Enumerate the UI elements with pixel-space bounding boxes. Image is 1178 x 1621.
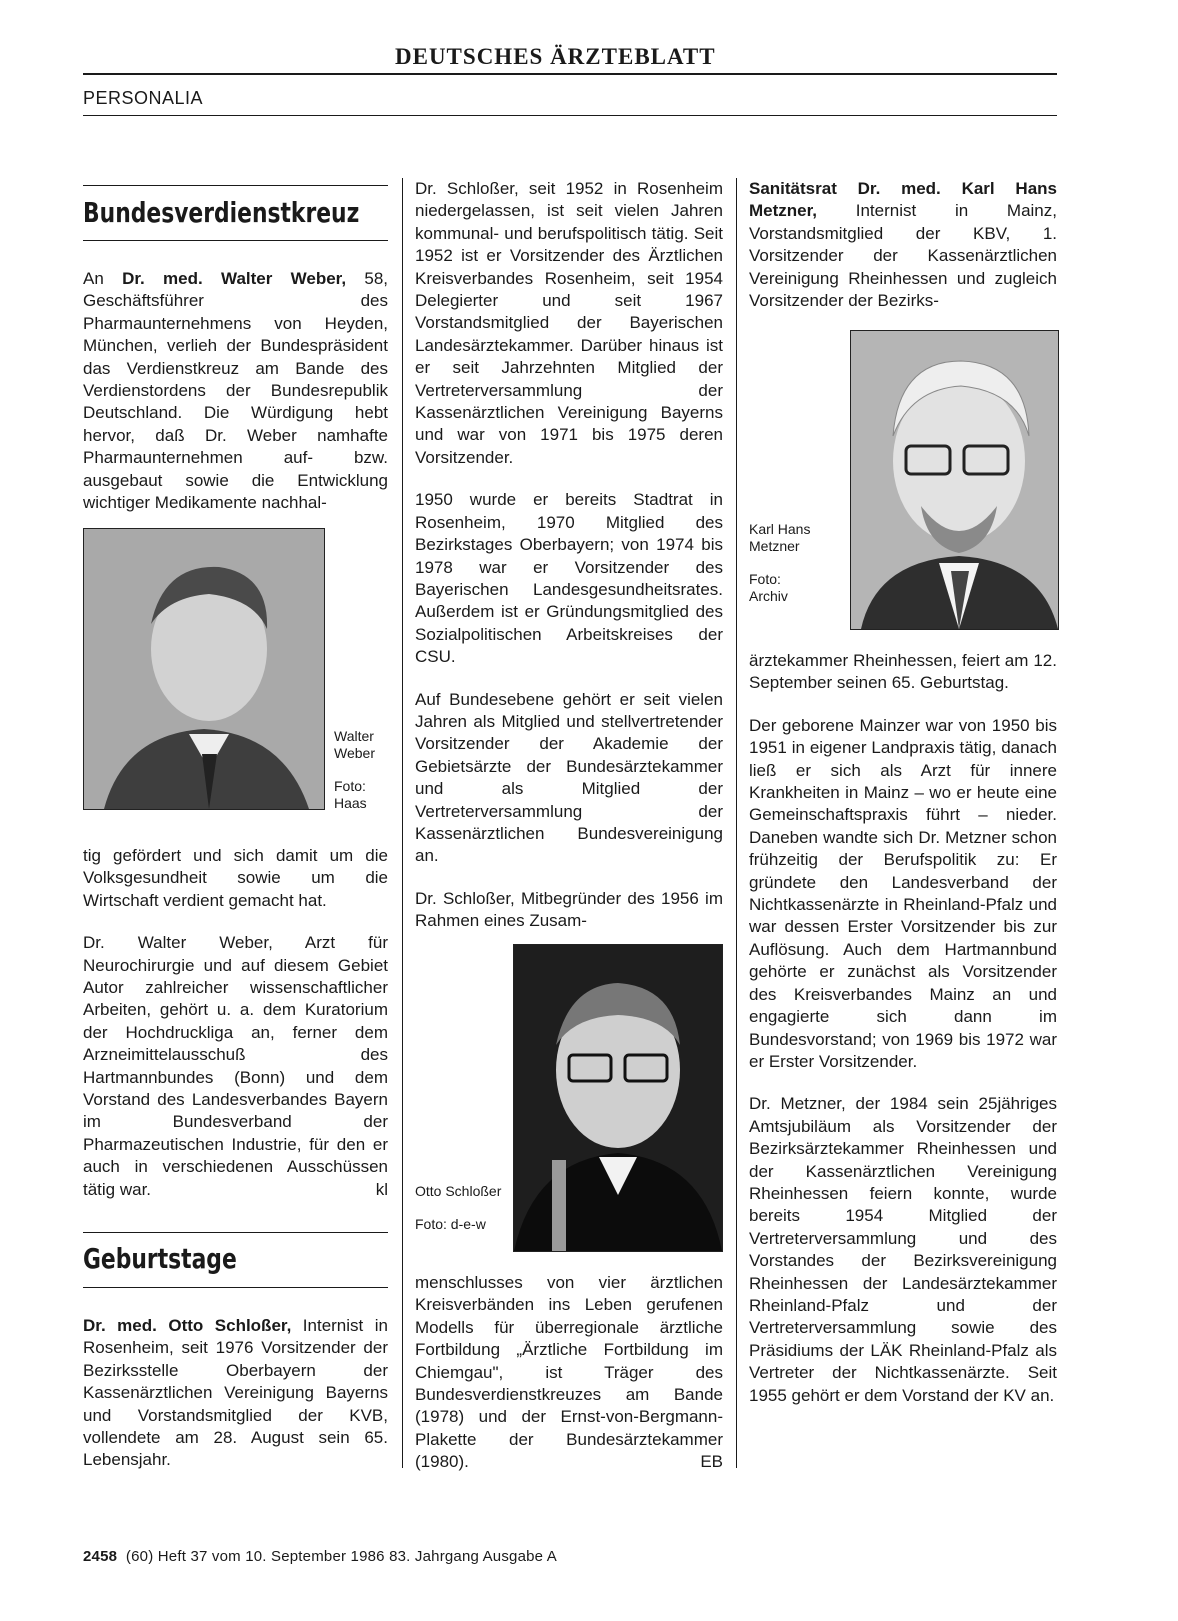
name-otto-schlosser: Dr. med. Otto Schloßer, [83,1316,292,1335]
signature-eb: EB [700,1452,723,1472]
caption-name: Karl Hans Metzner [749,521,811,554]
issue-details: (60) Heft 37 vom 10. September 1986 83. Jahrgang Ausgabe A [125,1548,557,1565]
col3-intro: Sanitätsrat Dr. med. Karl Hans Metzner, Internist in Mainz, Vorstandsmitglied der KBV, 1. Vorsitzender der Kassenärztlichen Vereinigung Rheinhessen und zugleich Vorsitzender der Bezirks- [749,179,1057,311]
photo-karl-hans-metzner [850,330,1059,630]
heading-geburtstage: Geburtstage [83,1242,237,1275]
caption-credit: Foto: Haas [334,778,367,811]
column-divider-1 [402,178,403,1468]
caption-karl-hans-metzner [749,521,819,605]
caption-credit: Foto: d-e-w [415,1216,486,1232]
masthead-rule [83,73,1057,75]
col3-body: ärztekammer Rheinhessen, feiert am 12. September seinen 65. Geburtstag. Der geborene Mainzer war von 1950 bis 1951 in eigener Landpraxis tätig, danach ließ er sich als Arzt für innere Krankheiten in Mainz – wo er heute eine Gemeinschaftspraxis führt – nieder. Daneben wandte sich Dr. Metzner schon frühzeitig der Berufspolitik zu: Er gründete den Landesverband der Nichtkassenärzte in Rheinland-Pfalz und war dessen Erster Vorsitzender bis zur Auflösung. Auch dem Hartmannbund gehörte er zunächst als Vorsitzender des Kreisverbandes Mainz an und engagierte sich dann im Bundesvorstand; von 1969 bis 1972 war er Erster Vorsitzender. Dr. Metzner, der 1984 sein 25jähriges Amtsjubiläum als Vorsitzender der Bezirksärztekammer Rheinhessen und der Kassenärztlichen Vereinigung Rheinhessen feiern konnte, wurde bereits 1954 Mitglied der Vertreterversammlung und des Vorstandes der Bezirksvereinigung Rheinhessen der Landesärztekammer Rheinland-Pfalz und der Vertreterversammlung sowie des Präsidiums der LÄK Rheinland-Pfalz als Vertreter der Nichtkassenärzte. Seit 1955 gehört er dem Vorstand der KV an. [749,651,1057,1405]
caption-credit: Foto: Archiv [749,571,788,604]
portrait-illustration [84,529,324,809]
heading1-top-rule [83,185,388,186]
name-karl-hans-metzner: Sanitätsrat Dr. med. Karl Hans Metzner, [749,179,1057,221]
heading-bundesverdienstkreuz: Bundesverdienstkreuz [83,196,360,229]
col2-body: Dr. Schloßer, seit 1952 in Rosenheim niedergelassen, ist seit vielen Jahren kommunal- und berufspolitisch tätig. Seit 1952 ist er Vorsitzender des Ärztlichen Kreisverbandes Rosenheim, seit 1954 Delegierter und seit 1967 Vorstandsmitglied der Bayerischen Landesärztekammer. Darüber hinaus ist er seit Jahrzehnten Mitglied der Vertreterversammlung der Kassenärztlichen Vereinigung Bayerns und war von 1971 bis 1975 deren Vorsitzender. 1950 wurde er bereits Stadtrat in Rosenheim, 1970 Mitglied des Bezirkstages Oberbayern; von 1974 bis 1978 war er Vorsitzender des Bayerischen Landesgesundheitsrates. Außerdem ist er Gründungsmitglied des Sozialpolitischen Arbeitskreises der CSU. Auf Bundesebene gehört er seit vielen Jahren als Mitglied und stellvertretender Vorsitzender der Akademie der Gebietsärzte der Bundesärztekammer und als Mitglied der Vertreterversammlung der Kassenärztlichen Bundesvereinigung an. Dr. Schloßer, Mitbegründer des 1956 im Rahmen eines Zusam- [415,179,723,931]
caption-name: Otto Schloßer [415,1183,502,1199]
col1-intro: An Dr. med. Walter Weber, 58, Geschäftsführer des Pharmaunternehmens von Heyden, München, verlieh der Bundespräsident das Verdienstkreuz am Bande des Verdienstordens der Bundesrepublik Deutschland. Die Würdigung hebt hervor, daß Dr. Weber namhafte Pharmaunternehmen auf- bzw. ausgebaut sowie die Entwicklung wichtiger Medikamente nachhal- [83,269,388,513]
caption-walter-weber [334,728,394,812]
page-number: 2458 [83,1548,118,1565]
col1-geburtstage: Dr. med. Otto Schloßer, Internist in Rosenheim, seit 1976 Vorsitzender der Bezirksstelle Oberbayern der Kassenärztlichen Vereinigung Bayerns und Vorstandsmitglied der KVB, vollendete am 28. August sein 65. Lebensjahr. [83,1316,388,1470]
heading1-bottom-rule [83,240,388,241]
page-footer [83,1548,557,1565]
caption-name: Walter Weber [334,728,375,761]
photo-walter-weber [83,528,325,810]
name-walter-weber: Dr. med. Walter Weber, [122,269,347,288]
section-rule [83,115,1057,116]
signature-kl: kl [375,1179,388,1199]
heading2-top-rule [83,1232,388,1233]
section-label: PERSONALIA [83,88,204,108]
col1-body: tig gefördert und sich damit um die Volksgesundheit sowie um die Wirtschaft verdient gemacht hat. Dr. Walter Weber, Arzt für Neurochirurgie und auf diesem Gebiet Autor zahlreicher wissenschaftlicher Arbeiten, gehört u. a. dem Kuratorium der Hochdruckliga an, ferner dem Arzneimittelausschuß des Hartmannbundes (Bonn) und dem Vorstand des Landesverbandes Bayern im Bundesverband der Pharmazeutischen Industrie, für den er auch in verschiedenen Ausschüssen tätig war. kl [83,845,388,1201]
column-divider-2 [736,178,737,1468]
col2-body-cont: menschlusses von vier ärztlichen Kreisverbänden ins Leben gerufenen Modells für überregionale ärztliche Fortbildung „Ärztliche Fortbildung im Chiemgau", ist Träger des Bundesverdienstkreuzes am Bande (1978) und der Ernst-von-Bergmann-Plakette der Bundesärztekammer (1980). EB [415,1272,723,1474]
photo-otto-schlosser [513,944,723,1252]
caption-otto-schlosser [415,1183,510,1233]
heading2-bottom-rule [83,1287,388,1288]
portrait-illustration [514,945,722,1251]
portrait-illustration [851,331,1058,629]
